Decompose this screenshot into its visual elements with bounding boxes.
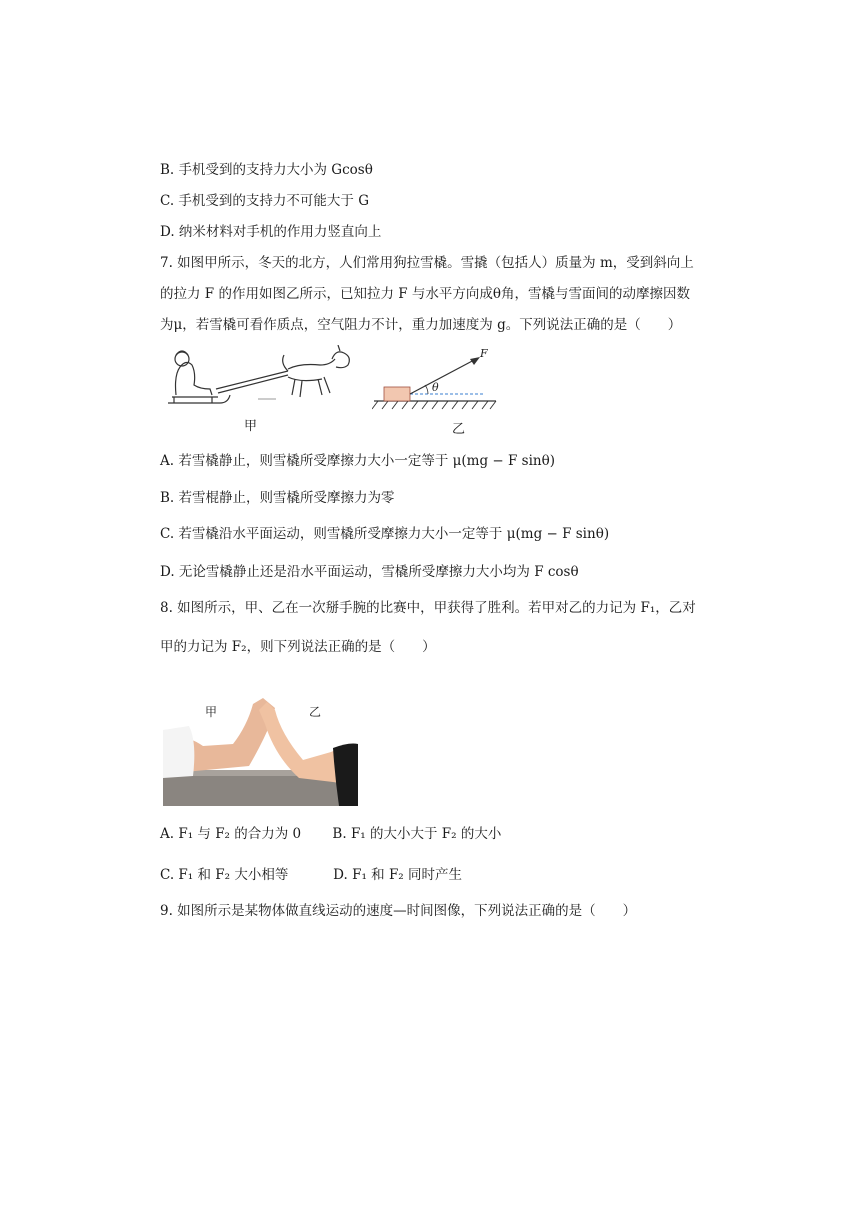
angle-label: θ — [432, 381, 439, 394]
option-7c: C. 若雪橇沿水平面运动，则雪橇所受摩擦力大小一定等于 μ(mg − F sinθ) — [160, 526, 610, 542]
option-7d: D. 无论雪橇静止还是沿水平面运动，雪橇所受摩擦力大小均为 F cosθ — [160, 564, 579, 580]
option-c-support-force: C. 手机受到的支持力不可能大于 G — [160, 193, 370, 209]
option-8-cd: C. F₁ 和 F₂ 大小相等 D. F₁ 和 F₂ 同时产生 — [160, 867, 463, 883]
dog-sled-figure — [160, 345, 360, 415]
block — [384, 387, 410, 401]
force-label: F — [480, 347, 488, 360]
option-7a: A. 若雪橇静止，则雪橇所受摩擦力大小一定等于 μ(mg − F sinθ) — [160, 453, 555, 469]
question-7-line-2: 的拉力 F 的作用如图乙所示，已知拉力 F 与水平方向成θ角，雪橇与雪面间的动摩擦因数 — [160, 286, 691, 302]
question-7-line-1: 7. 如图甲所示，冬天的北方，人们常用狗拉雪橇。雪撬（包括人）质量为 m，受到斜向上 — [160, 255, 694, 271]
option-d-force-direction: D. 纳米材料对手机的作用力竖直向上 — [160, 224, 382, 240]
block-force-diagram — [372, 345, 532, 415]
question-9: 9. 如图所示是某物体做直线运动的速度—时间图像，下列说法正确的是（ ） — [160, 903, 637, 919]
option-8-ab: A. F₁ 与 F₂ 的合力为 0 B. F₁ 的大小大于 F₂ 的大小 — [160, 826, 502, 842]
question-8-line-2: 甲的力记为 F₂，则下列说法正确的是（ ） — [160, 639, 436, 655]
figure-jia-caption: 甲 — [244, 419, 258, 434]
question-8-line-1: 8. 如图所示，甲、乙在一次掰手腕的比赛中，甲获得了胜利。若甲对乙的力记为 F₁，乙对 — [160, 600, 696, 616]
option-b-support-force: B. 手机受到的支持力大小为 Gcosθ — [160, 162, 373, 178]
question-7-line-3: 为μ，若雪橇可看作质点，空气阻力不计，重力加速度为 g。下列说法正确的是（ ） — [160, 317, 682, 333]
arm-right-label: 乙 — [309, 705, 322, 719]
figure-yi-caption: 乙 — [452, 422, 466, 437]
option-7b: B. 若雪棍静止，则雪橇所受摩擦力为零 — [160, 490, 395, 506]
arm-left-label: 甲 — [205, 705, 218, 719]
arm-wrestling-photo — [163, 686, 358, 806]
